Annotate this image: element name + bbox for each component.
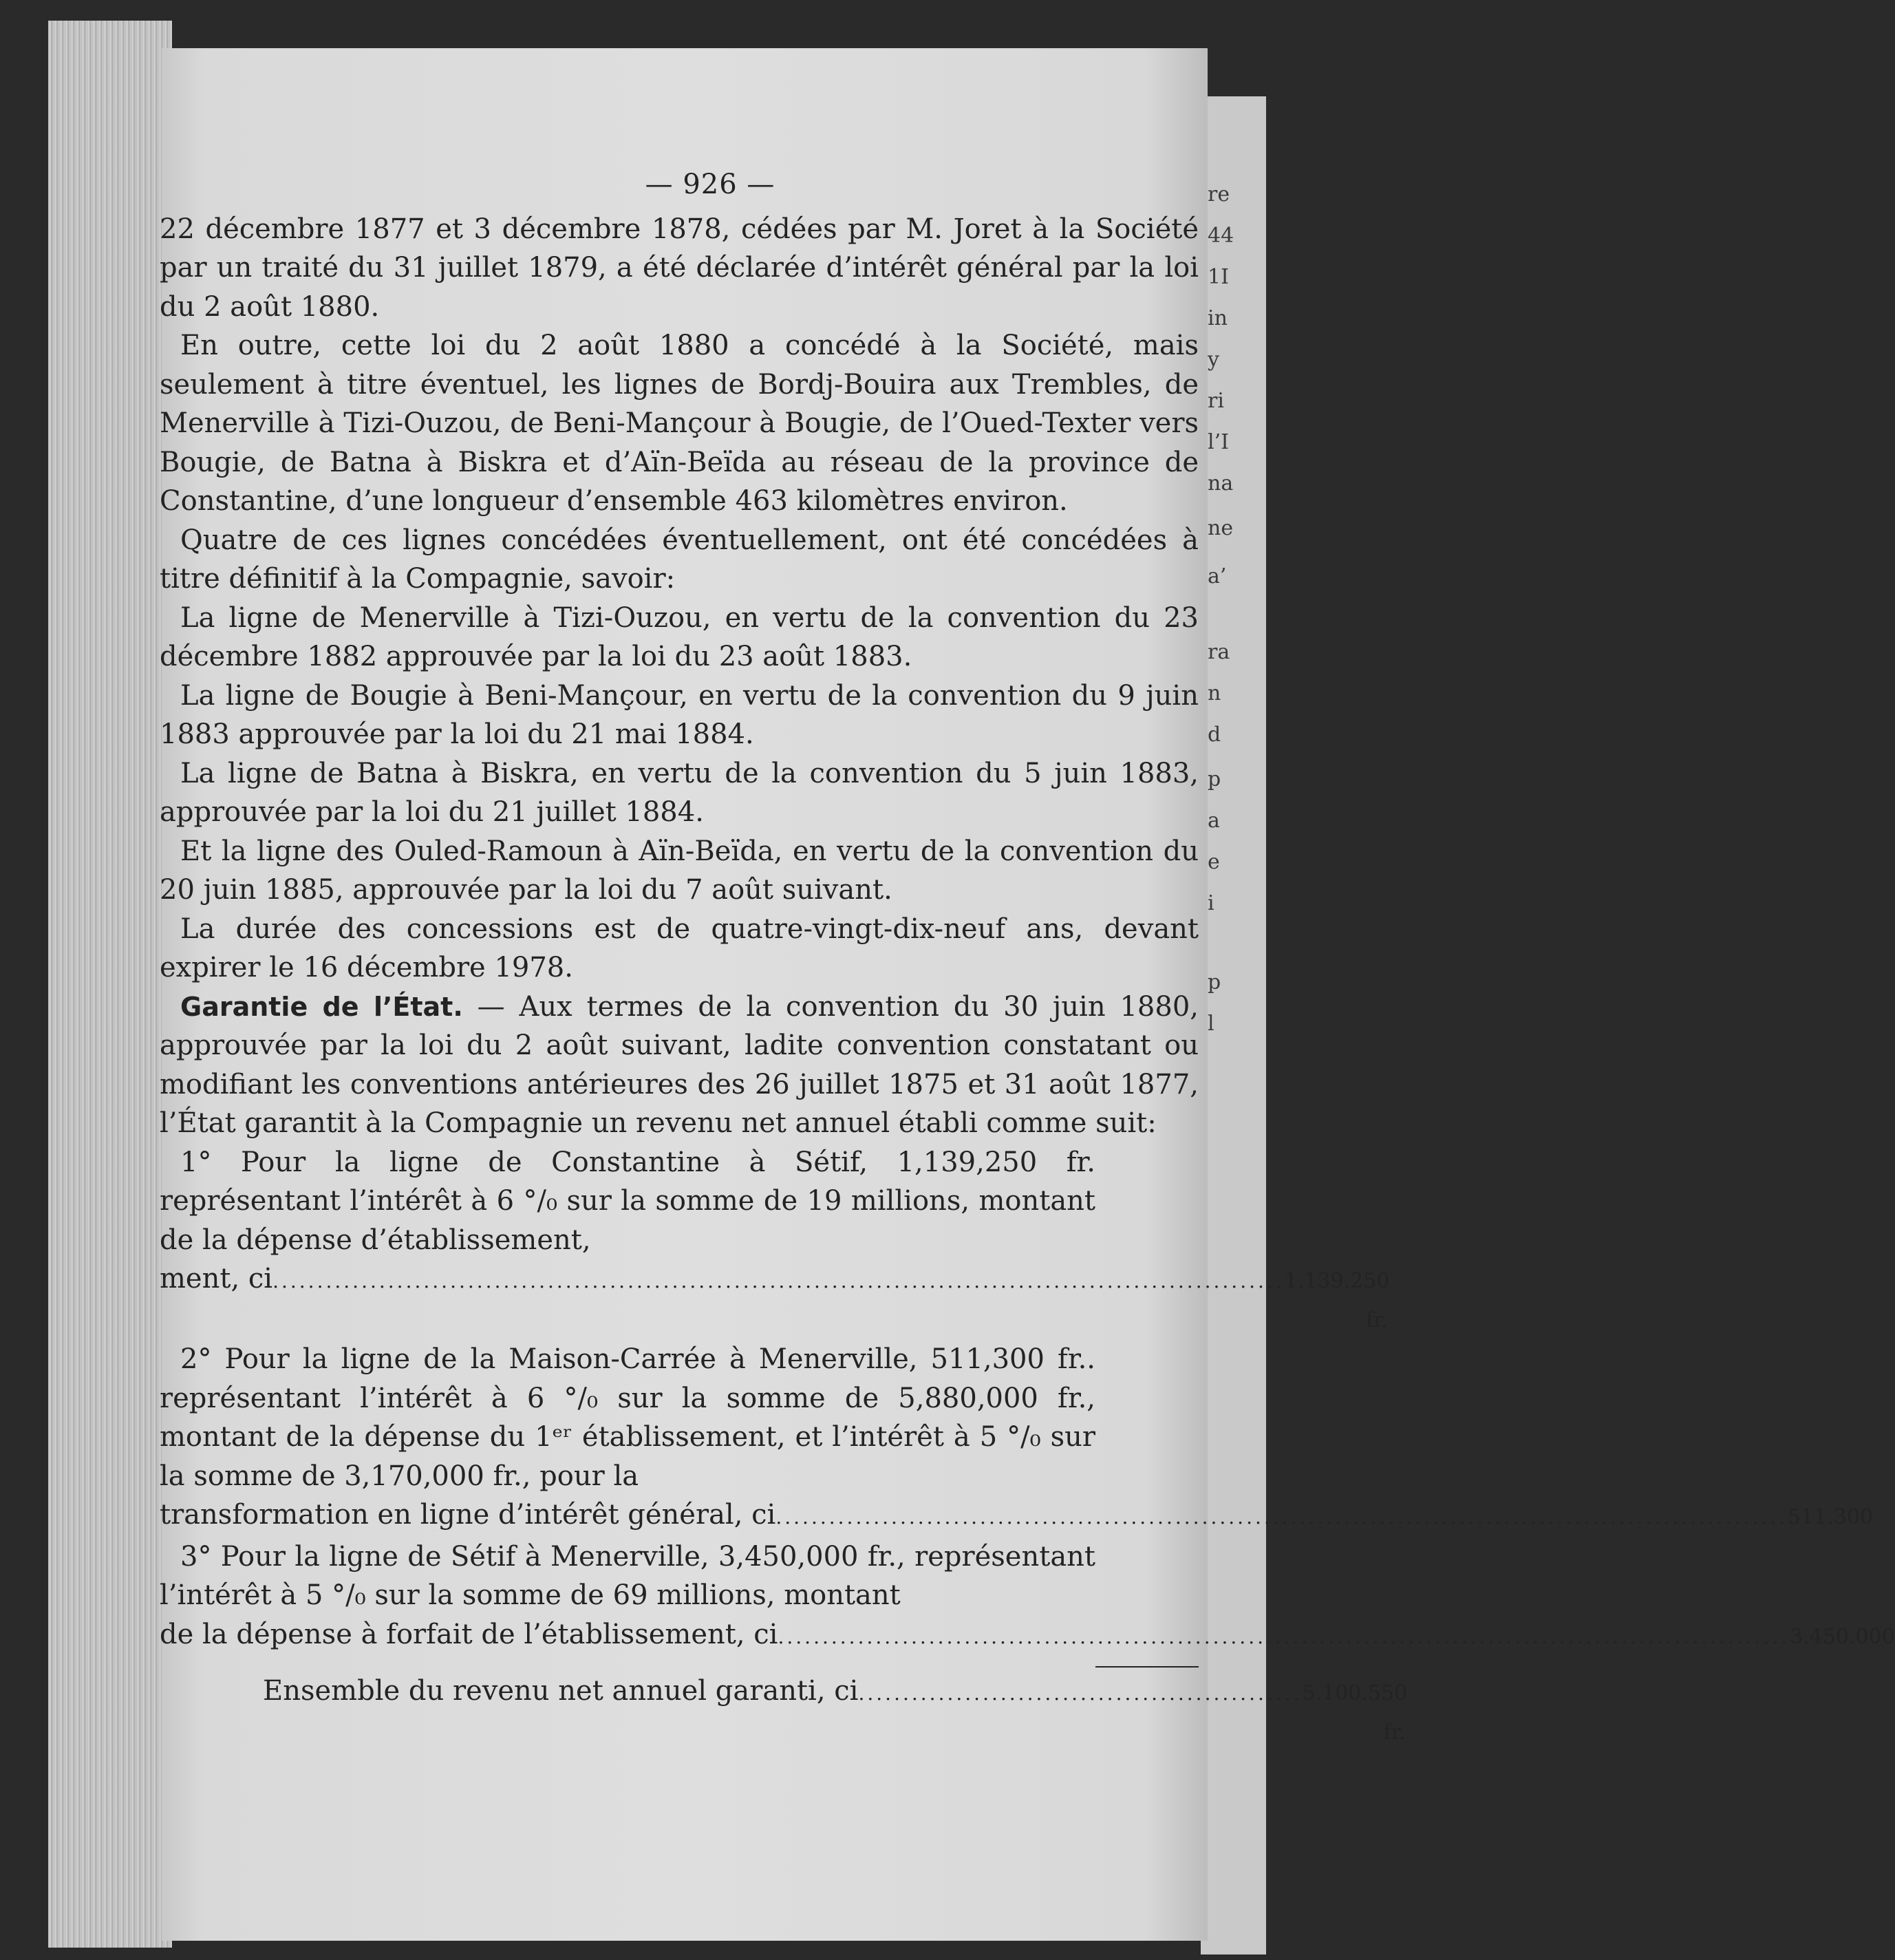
total-label: Ensemble du revenu net annuel garanti, ci bbox=[263, 1675, 859, 1707]
guarantee-item-total-line bbox=[160, 1495, 1874, 1537]
page-number: — 926 — bbox=[645, 169, 775, 200]
guarantee-item-total-line bbox=[160, 1615, 1895, 1657]
garantie-text: — Aux termes de la convention du 30 juin 1880, approuvée par la loi du 2 août suivant, ladite convention constatant ou modifiant les conventions antérieures des 26 juillet 1875 et 31 août 1877, l’État garantit à la Compagnie un revenu net annuel établi comme suit: bbox=[160, 990, 1199, 1139]
next-page-fragment: ne bbox=[1208, 516, 1234, 540]
next-page-fragment: re bbox=[1208, 182, 1230, 206]
paragraph: La ligne de Batna à Biskra, en vertu de la convention du 5 juin 1883, approuvée par la loi du 21 juillet 1884. bbox=[160, 757, 1199, 828]
next-page-fragment: l bbox=[1208, 1012, 1214, 1036]
next-page-fragment: in bbox=[1208, 306, 1228, 330]
total-line bbox=[160, 1672, 1408, 1752]
dot-leader: .................................................. bbox=[858, 1682, 1303, 1705]
dot-leader: .................................................................................................................. bbox=[775, 1506, 1788, 1528]
next-page-fragment: d bbox=[1208, 723, 1221, 747]
total-amount: 5.100.550 fr. bbox=[1302, 1681, 1408, 1745]
paragraph: En outre, cette loi du 2 août 1880 a concédé à la Société, mais seulement à titre éventuel, les lignes de Bordj-Bouira aux Trembles, de Menerville à Tizi-Ouzou, de Beni-Mançour à Bougie, de l’Oued-Texter vers Bougie, de Batna à Biskra et d’Aïn-Beïda au réseau de la province de Constantine, d’une longueur d’ensemble 463 kilomètres environ. bbox=[160, 330, 1199, 517]
guarantee-item-text: 1° Pour la ligne de Constantine à Sétif, 1,139,250 fr. représentant l’intérêt à 6 °/₀ sur la somme de 19 millions, montant de la dépense d’établissement, bbox=[160, 1146, 1095, 1256]
guarantee-item-amount: 3.450.000 bbox=[1790, 1624, 1895, 1649]
guarantee-item-text: 3° Pour la ligne de Sétif à Menerville, 3,450,000 fr., représentant l’intérêt à 5 °/₀ sur la somme de 69 millions, montant bbox=[160, 1540, 1095, 1611]
garantie-paragraph bbox=[160, 988, 1199, 1143]
next-page-fragment: na bbox=[1208, 471, 1234, 496]
guarantee-item-last-line: transformation en ligne d’intérêt général, ci bbox=[160, 1499, 776, 1531]
guarantee-item-text: 2° Pour la ligne de la Maison-Carrée à Menerville, 511,300 fr.. représentant l’intérêt à 6 °/₀ sur la somme de 5,880,000 fr., montant de la dépense du 1ᵉʳ établissement, et l’intérêt à 5 °/₀ sur la somme de 3,170,000 fr., pour la bbox=[160, 1343, 1095, 1492]
dot-leader: .................................................................................................................. bbox=[778, 1625, 1790, 1648]
guarantee-item bbox=[160, 1537, 1199, 1615]
paragraph: Et la ligne des Ouled-Ramoun à Aïn-Beïda, en vertu de la convention du 20 juin 1885, approuvée par la loi du 7 août suivant. bbox=[160, 835, 1199, 906]
sum-rule bbox=[1095, 1666, 1199, 1668]
next-page-fragment: y bbox=[1208, 348, 1219, 372]
next-page-fragment: p bbox=[1208, 970, 1221, 994]
next-page-fragment: 1I bbox=[1208, 265, 1229, 289]
paragraph: La durée des concessions est de quatre-vingt-dix-neuf ans, devant expirer le 16 décembre 1978. bbox=[160, 913, 1199, 983]
next-page-fragment: i bbox=[1208, 891, 1214, 915]
guarantee-item bbox=[160, 1143, 1199, 1260]
paragraph: Quatre de ces lignes concédées éventuellement, ont été concédées à titre définitif à la Compagnie, savoir: bbox=[160, 524, 1199, 595]
guarantee-item-total-line bbox=[160, 1259, 1390, 1340]
guarantee-item-amount: 511.300 bbox=[1788, 1505, 1874, 1529]
guarantee-item-last-line: ment, ci bbox=[160, 1263, 273, 1295]
garantie-heading: Garantie de l’État. bbox=[180, 991, 463, 1022]
next-page-fragment: n bbox=[1208, 681, 1221, 705]
next-page-fragment: a bbox=[1208, 809, 1220, 833]
paragraph: La ligne de Menerville à Tizi-Ouzou, en vertu de la convention du 23 décembre 1882 approuvée par la loi du 23 août 1883. bbox=[160, 601, 1199, 672]
guarantee-item-amount: 1.139.250 fr. bbox=[1284, 1269, 1390, 1332]
next-page-fragment: l’I bbox=[1208, 430, 1229, 454]
next-page-fragment: p bbox=[1208, 767, 1221, 791]
next-page-fragment: ri bbox=[1208, 389, 1224, 413]
next-page-fragment: ra bbox=[1208, 640, 1230, 664]
paragraph: 22 décembre 1877 et 3 décembre 1878, cédées par M. Joret à la Société par un traité du 31 juillet 1879, a été déclarée d’intérêt général par la loi du 2 août 1880. bbox=[160, 213, 1199, 323]
next-page-fragment: e bbox=[1208, 850, 1220, 874]
next-page-fragment: a’ bbox=[1208, 564, 1227, 588]
next-page-fragment: 44 bbox=[1208, 224, 1234, 248]
guarantee-item bbox=[160, 1340, 1199, 1495]
paragraph: La ligne de Bougie à Beni-Mançour, en vertu de la convention du 9 juin 1883 approuvée par la loi du 21 mai 1884. bbox=[160, 679, 1199, 750]
page-edges bbox=[48, 21, 172, 1948]
guarantee-item-last-line: de la dépense à forfait de l’établissement, ci bbox=[160, 1618, 778, 1650]
dot-leader: .................................................................................................................. bbox=[272, 1270, 1285, 1292]
